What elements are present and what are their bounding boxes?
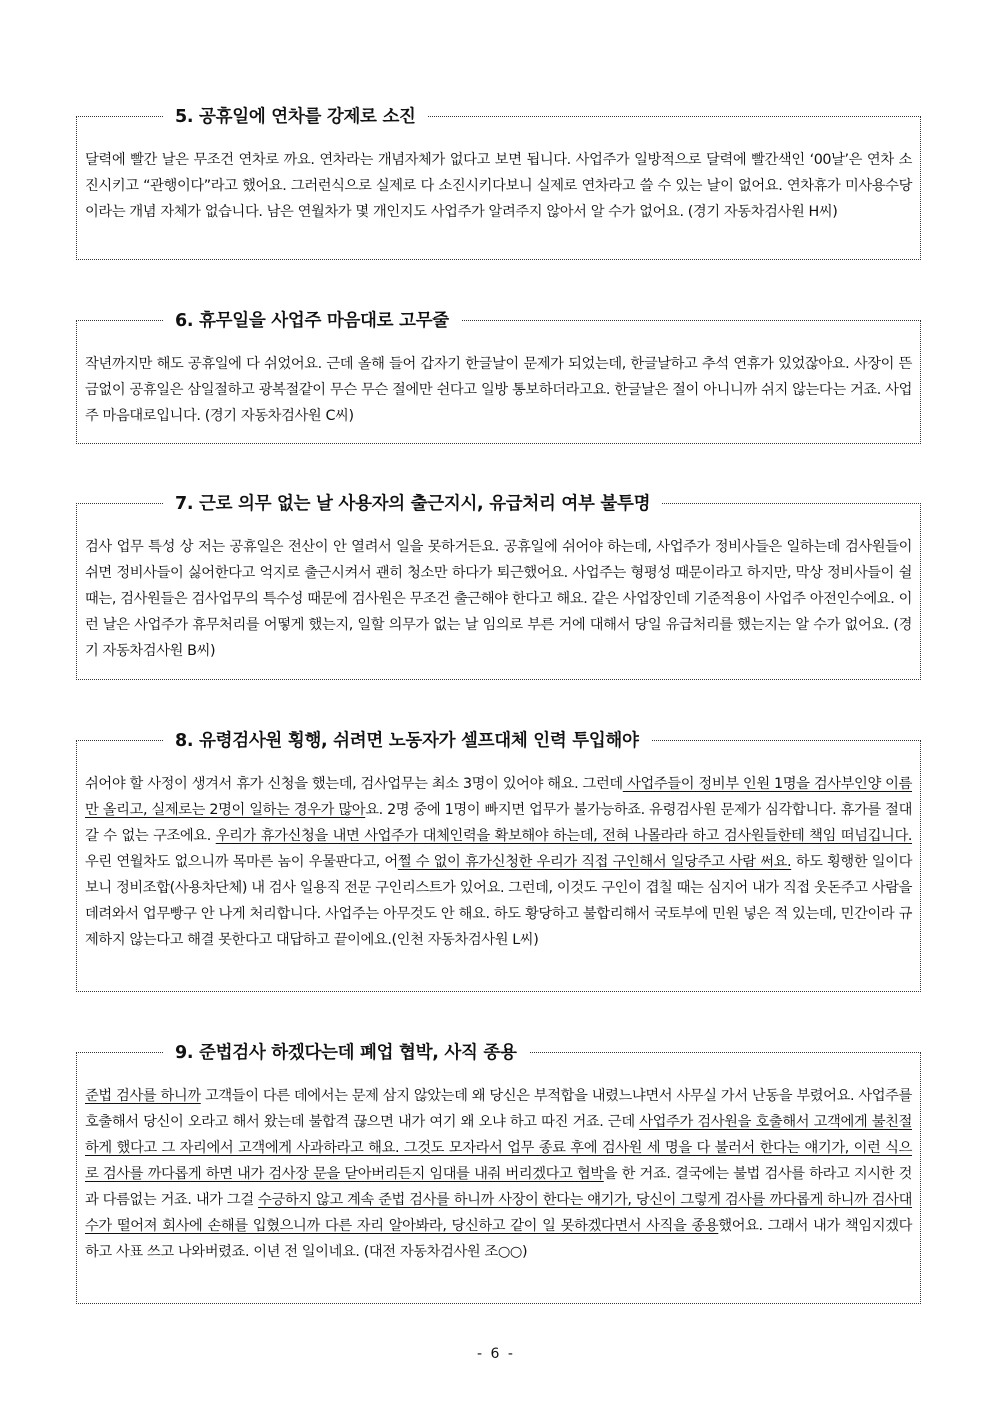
text-segment: 작년까지만 해도 공휴일에 다 쉬었어요. 근데 올해 들어 갑자기 한글날이 문제가 되었는데, 한글날하고 추석 연휴가 있었잖아요. 사장이 뜬금없이 공휴일은 삼일절하고 광복절같이 무슨 무슨 절에만 쉰다고 일방 통보하더라고요. 한글날은 절이 아니니까 쉬지 않는다는 거죠. 사업주 마음대로입니다. (경기 자동차검사원 C씨) <box>85 356 912 424</box>
text-segment: 달력에 빨간 날은 무조건 연차로 까요. 연차라는 개념자체가 없다고 보면 됩니다. 사업주가 일방적으로 달력에 빨간색인 ‘00날’은 연차 소진시키고 “관행이다”라고 했어요. 그러런식으로 실제로 다 소진시키다보니 실제로 연차라고 쓸 수 있는 날이 없어요. 연차휴가 미사용수당이라는 개념 자체가 없습니다. 남은 연월차가 몇 개인지도 사업주가 알려주지 않아서 알 수가 없어요. (경기 자동차검사원 H씨) <box>85 152 912 220</box>
section-7-title: 7. 근로 의무 없는 날 사용자의 출근지시, 유급처리 여부 불투명 <box>163 488 662 520</box>
section-5 <box>76 107 921 260</box>
text-segment: 요. 2명 중에 1명이 빠지면 업무가 불가능하죠. 유령검사원 문제가 심각합니다. 휴가를 절대 갈 수 없는 구조에요. <box>85 802 912 844</box>
section-6-text <box>85 351 912 429</box>
section-9 <box>76 1043 921 1304</box>
text-segment: 하도 횡행한 일이다보니 정비조합(사용차단체) 내 검사 일용직 전문 구인리스트가 있어요. 그런데, 이것도 구인이 겹칠 때는 심지어 내가 직접 웃돈주고 사람을 데려와서 업무빵구 안 나게 처리합니다. 사업주는 아무것도 안 해요. 하도 황당하고 불합리해서 국토부에 민원 넣은 적 있는데, 민간이라 규제하지 않는다고 해결 못한다고 대답하고 끝이에요.(인천 자동차검사원 L씨) <box>85 854 912 948</box>
section-9-text <box>85 1083 912 1265</box>
text-segment: 했어요. 그래서 내가 책임지겠다 하고 사표 쓰고 나와버렸죠. 이년 전 일이네요. (대전 자동차검사원 조○○) <box>85 1218 912 1260</box>
underlined-text-segment: 우리가 휴가신청을 내면 사업주가 대체인력을 확보해야 하는데, 전혀 나몰라라 하고 검사원들한테 책임 떠넘깁니다. <box>215 828 913 844</box>
section-6-title: 6. 휴무일을 사업주 마음대로 고무줄 <box>163 305 461 337</box>
section-8-title: 8. 유령검사원 횡행, 쉬려면 노동자가 셀프대체 인력 투입해야 <box>163 725 651 757</box>
underlined-text-segment: 준법 검사를 하니까 <box>85 1088 201 1104</box>
section-7-text <box>85 534 912 664</box>
text-segment: 을 한 거죠. 결국에는 불법 검사를 하라고 지시한 것과 다름없는 거죠. 내가 그걸 <box>85 1166 913 1208</box>
underlined-text-segment: 쩔 수 없이 휴가신청한 우리가 직접 구인해서 일당주고 사람 써요. <box>397 854 792 870</box>
section-8 <box>76 731 921 992</box>
underlined-text-segment: 수긍하지 않고 계속 준법 검사를 하니까 사장이 한다는 얘기가, 당신이 그렇게 검사를 까다롭게 하니까 검사대수가 떨어져 회사에 손해를 입혔으니까 다른 자리 알아봐라, 당신하고 같이 일 못하겠다면서 사직을 종용 <box>85 1192 912 1234</box>
section-5-text <box>85 147 912 225</box>
section-8-text <box>85 771 912 953</box>
text-segment: 쉬어야 할 사정이 생겨서 휴가 신청을 했는데, 검사업무는 최소 3명이 있어야 해요. 그런데 <box>85 776 623 792</box>
section-7 <box>76 494 921 680</box>
section-6 <box>76 311 921 444</box>
page-number: - 6 - <box>477 1346 515 1362</box>
underlined-text-segment: 사업주들이 정비부 인원 1명을 검사부인양 이름만 올리고, 실제로는 2명이 일하는 경우가 많아 <box>85 776 912 818</box>
text-segment: 검사 업무 특성 상 저는 공휴일은 전산이 안 열려서 일을 못하거든요. 공휴일에 쉬어야 하는데, 사업주가 정비사들은 일하는데 검사원들이 쉬면 정비사들이 싫어한다고 억지로 출근시켜서 괜히 청소만 하다가 퇴근했어요. 사업주는 형평성 때문이라고 하지만, 막상 정비사들이 쉴 때는, 검사원들은 검사업무의 특수성 때문에 검사원은 무조건 출근해야 한다고 해요. 같은 사업장인데 기준적용이 사업주 아전인수에요. 이런 날은 사업주가 휴무처리를 어떻게 했는지, 일할 의무가 없는 날 임의로 부른 거에 대해서 당일 유급처리를 했는지는 알 수가 없어요. (경기 자동차검사원 B씨) <box>85 539 912 659</box>
text-segment: 우린 연월차도 없으니까 목마른 놈이 우물판다고, 어 <box>85 854 398 870</box>
text-segment: 고객들이 다른 데에서는 문제 삼지 않았는데 왜 당신은 부적합을 내렸느냐면서 사무실 가서 난동을 부렸어요. 사업주를 호출해서 당신이 오라고 해서 왔는데 불합격 끊으면 내가 여기 왜 오냐 하고 따진 거죠. 근데 <box>85 1088 913 1130</box>
underlined-text-segment: 사업주가 검사원을 호출해서 고객에게 불친절하게 했다고 그 자리에서 고객에게 사과하라고 해요. 그것도 모자라서 업무 종료 후에 검사원 세 명을 다 불러서 한다는 얘기가, 이런 식으로 검사를 까다롭게 하면 내가 검사장 문을 닫아버리든지 임대를 내줘 버리겠다고 협박 <box>85 1114 912 1182</box>
section-9-title: 9. 준법검사 하겠다는데 폐업 협박, 사직 종용 <box>163 1037 529 1069</box>
section-5-title: 5. 공휴일에 연차를 강제로 소진 <box>163 101 428 133</box>
